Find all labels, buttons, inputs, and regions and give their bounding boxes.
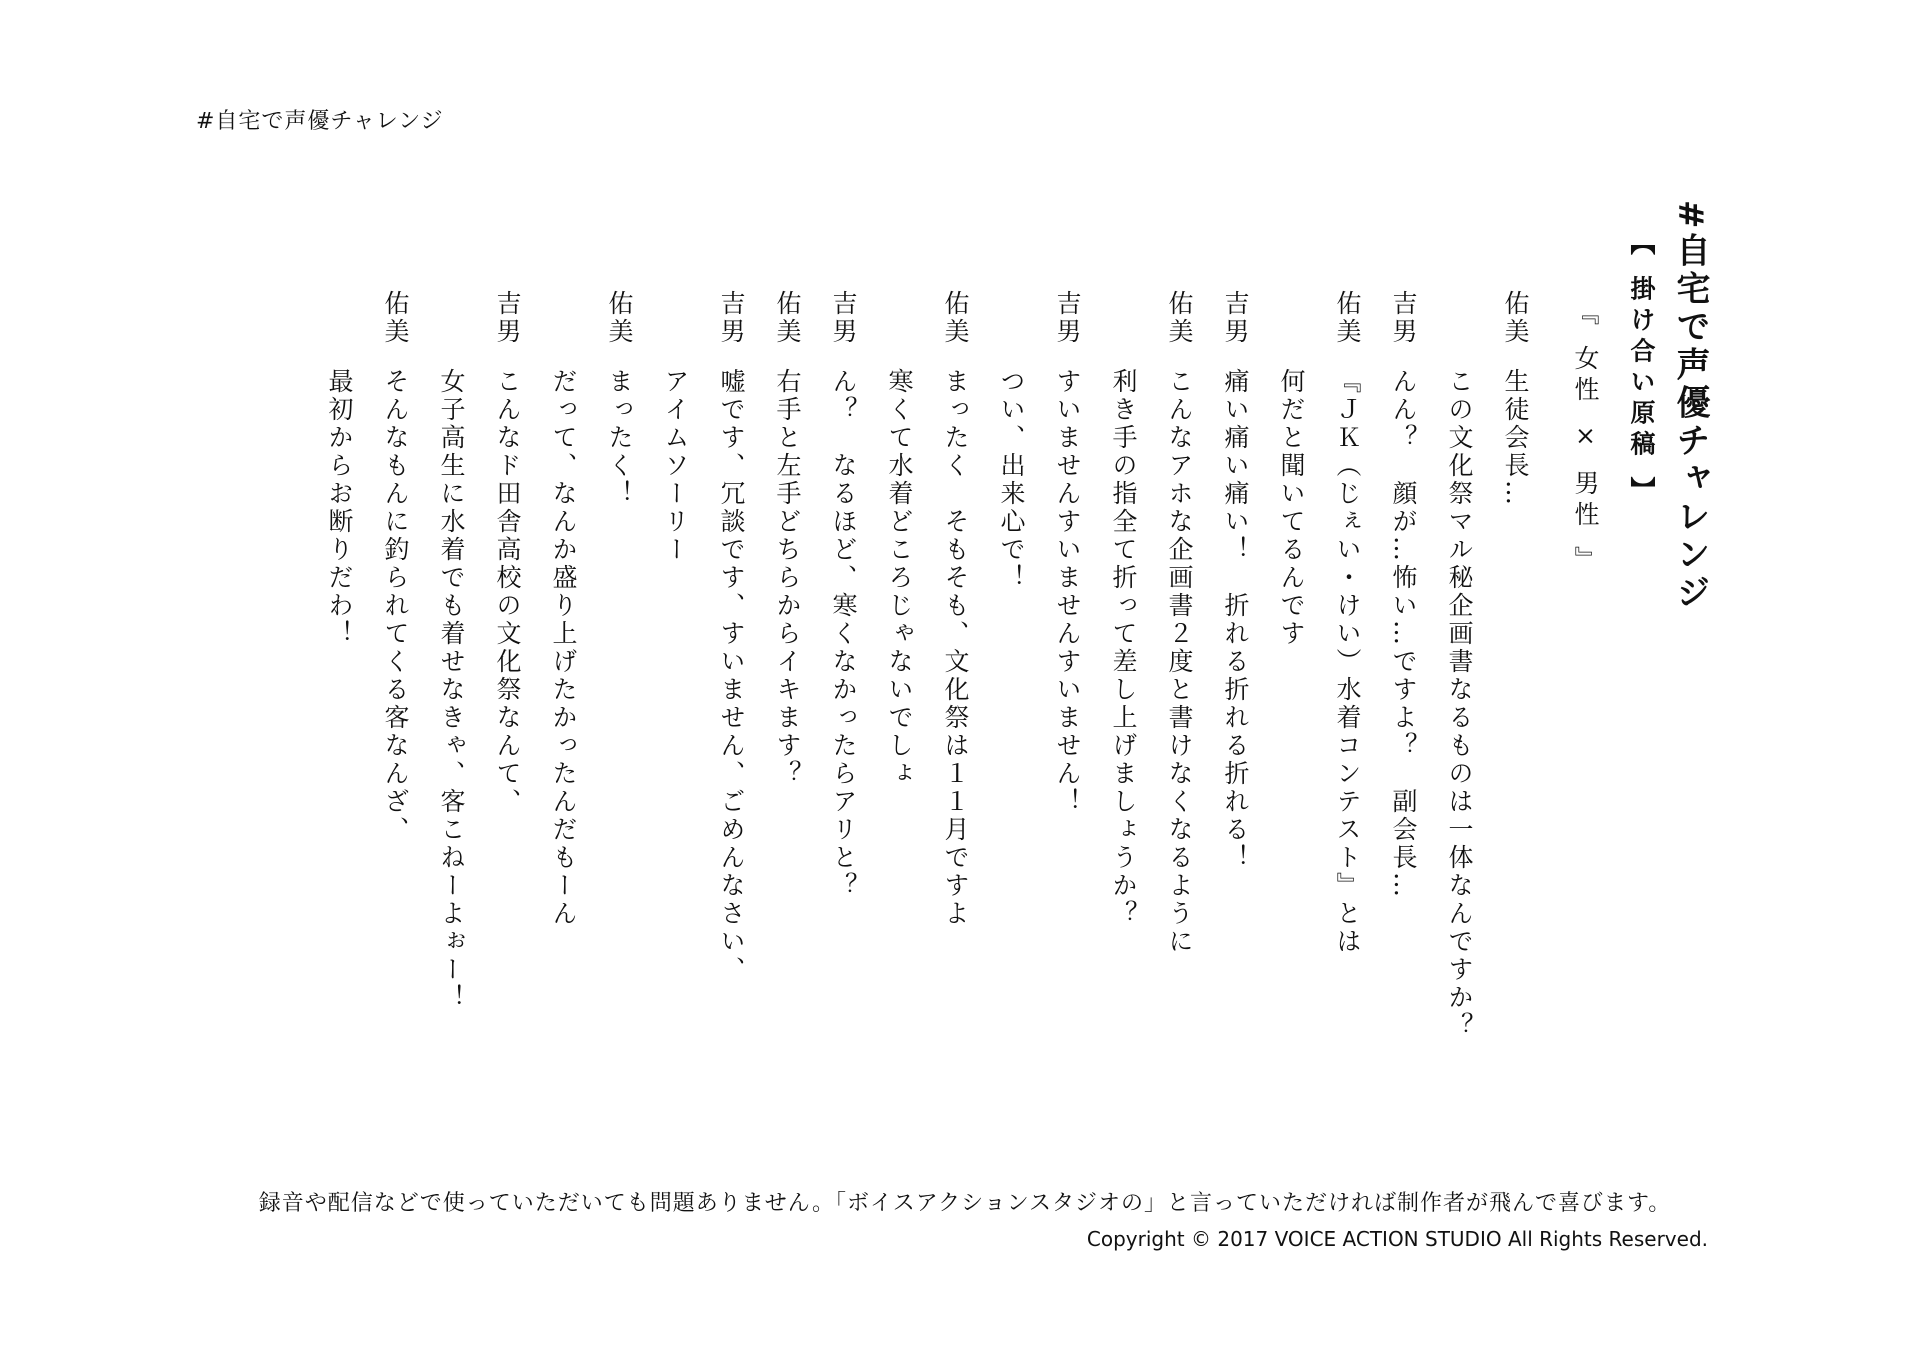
script-title: #自宅で声優チャレンジ (1670, 200, 1710, 613)
dialogue-line (823, 290, 863, 1090)
dialogue-text: こんなアホな企画書２度と書けなくなるように (1165, 368, 1194, 956)
dialogue-text: 右手と左手どちらからイキます？ (773, 368, 802, 788)
dialogue-line (1383, 290, 1423, 1090)
speaker-name: 佑美 (1333, 290, 1362, 346)
speaker-name: 佑美 (605, 290, 634, 346)
dialogue-line (1271, 290, 1311, 1090)
dialogue-text: すいませんすいませんすいません！ (1053, 368, 1082, 816)
speaker-name (1439, 290, 1479, 368)
copyright-notice: Copyright © 2017 VOICE ACTION STUDIO All Rights Reserved. (1086, 1227, 1708, 1251)
dialogue-line (711, 290, 751, 1090)
speaker-name (1271, 290, 1311, 368)
dialogue-line (431, 290, 471, 1090)
speaker-name: 吉男 (717, 290, 746, 346)
dialogue-line (543, 290, 583, 1090)
dialogue-line (879, 290, 919, 1090)
dialogue-line (1327, 290, 1367, 1090)
dialogue-line (1047, 290, 1087, 1090)
speaker-name: 佑美 (1501, 290, 1530, 346)
speaker-name: 佑美 (1165, 290, 1194, 346)
dialogue-text: 生徒会長… (1501, 368, 1530, 508)
dialogue-line (935, 290, 975, 1090)
dialogue-text: 最初からお断りだわ！ (325, 368, 354, 648)
dialogue-line (655, 290, 695, 1090)
vertical-script (255, 190, 1715, 1090)
speaker-name: 吉男 (1389, 290, 1418, 346)
dialogue-text: 寒くて水着どころじゃないでしょ (885, 368, 914, 788)
script-genre: 【 掛け合い原稿 】 (1627, 230, 1656, 508)
dialogue-text: 何だと聞いてるんです (1277, 368, 1306, 648)
speaker-name (1103, 290, 1143, 368)
speaker-name: 佑美 (381, 290, 410, 346)
dialogue-text: まったく！ (605, 368, 634, 508)
dialogue-text: この文化祭マル秘企画書なるものは一体なんですか？ (1445, 368, 1474, 1040)
dialogue-text: アイムソーリー (661, 368, 690, 564)
usage-note: 録音や配信などで使っていただいても問題ありません。「ボイスアクションスタジオの」と言っていただければ制作者が飛んで喜びます。 (258, 1191, 1672, 1216)
speaker-name (991, 290, 1031, 368)
dialogue-text: 痛い痛い痛い！ 折れる折れる折れる！ (1221, 368, 1250, 872)
speaker-name (879, 290, 919, 368)
dialogue-text: 嘘です、冗談です、すいません、ごめんなさい、 (717, 368, 746, 984)
dialogue-text: 利き手の指全て折って差し上げましょうか？ (1109, 368, 1138, 928)
dialogue-line (599, 290, 639, 1090)
speaker-name: 吉男 (1221, 290, 1250, 346)
speaker-name (431, 290, 471, 368)
dialogue-text: そんなもんに釣られてくる客なんざ、 (381, 368, 410, 844)
dialogue-line (375, 290, 415, 1090)
speaker-name (543, 290, 583, 368)
dialogue-line (1439, 290, 1479, 1090)
dialogue-line (319, 290, 359, 1090)
dialogue-line (767, 290, 807, 1090)
dialogue-text: こんなド田舎高校の文化祭なんて、 (493, 368, 522, 816)
speaker-name: 佑美 (773, 290, 802, 346)
header-hashtag: #自宅で声優チャレンジ (196, 109, 444, 134)
speaker-name: 吉男 (493, 290, 522, 346)
dialogue-text: つい、出来心で！ (997, 368, 1026, 592)
speaker-name (655, 290, 695, 368)
dialogue-line (1103, 290, 1143, 1090)
dialogue-text: だって、なんか盛り上げたかったんだもーん (549, 368, 578, 928)
dialogue-line (487, 290, 527, 1090)
dialogue-text: 『ＪＫ（じぇい・けい）水着コンテスト』とは (1333, 368, 1362, 956)
dialogue-line (1215, 290, 1255, 1090)
dialogue-text: まったく そもそも、文化祭は１１月ですよ (941, 368, 970, 928)
speaker-name: 吉男 (829, 290, 858, 346)
script-subtitle: 『 女性 × 男性 』 (1571, 300, 1600, 577)
dialogue-line (1159, 290, 1199, 1090)
dialogue-text: んん？ 顔が…怖い…ですよ？ 副会長… (1389, 368, 1418, 900)
speaker-name (319, 290, 359, 368)
dialogue-text: 女子高生に水着でも着せなきゃ、客こねーよぉー！ (437, 368, 466, 1012)
speaker-name: 佑美 (941, 290, 970, 346)
speaker-name: 吉男 (1053, 290, 1082, 346)
dialogue-line (1495, 290, 1535, 1090)
dialogue-line (991, 290, 1031, 1090)
dialogue-text: ん？ なるほど、寒くなかったらアリと？ (829, 368, 858, 900)
